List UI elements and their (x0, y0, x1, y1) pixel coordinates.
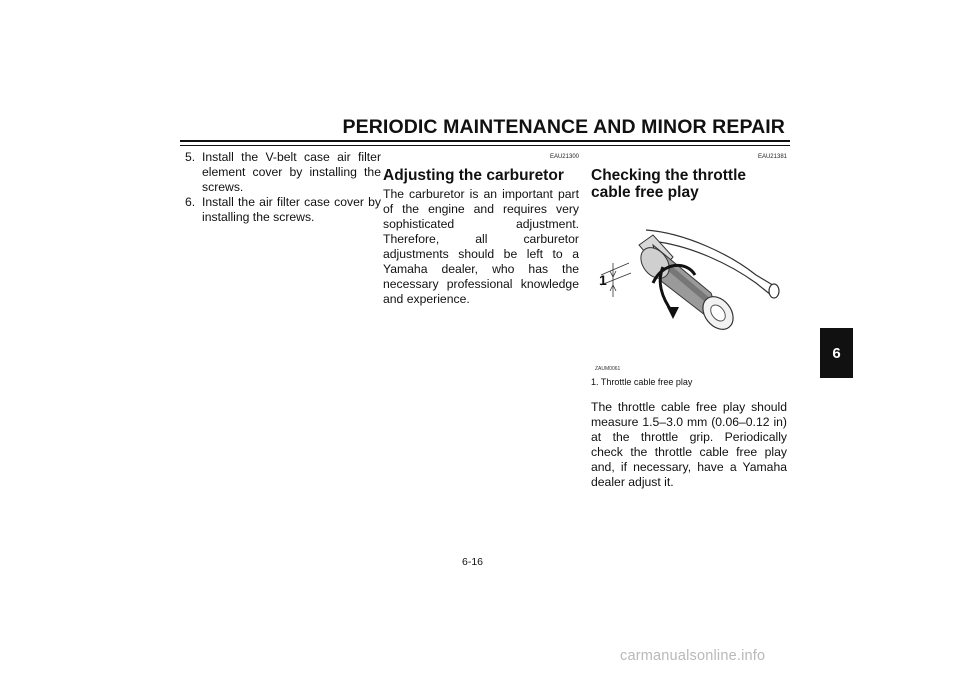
figure-caption: 1. Throttle cable free play (591, 377, 693, 387)
section-heading-carburetor: Adjusting the carburetor (383, 167, 564, 184)
page-number: 6-16 (462, 556, 484, 568)
figure-code: ZAUM0061 (595, 366, 621, 372)
page-header-title: PERIODIC MAINTENANCE AND MINOR REPAIR (342, 116, 785, 138)
step-list (185, 150, 381, 225)
header-rule-thick (180, 140, 790, 142)
step-text: Install the air filter case cover by installing the screws. (202, 195, 381, 224)
figure-callout-label: 1 (599, 272, 607, 288)
step-number: 6. (185, 195, 196, 209)
column-left (185, 150, 381, 225)
section-heading-throttle: Checking the throttle cable free play (591, 167, 747, 201)
chapter-tab: 6 (820, 328, 853, 378)
section-body-throttle: The throttle cable free play should measure 1.5–3.0 mm (0.06–0.12 in) at the throttle grip. Periodically check the throttle cable free play and, if necessary, have a Yamaha dealer adjust it. (591, 400, 787, 489)
throttle-grip-illustration (591, 205, 787, 365)
section-code: EAU21381 (757, 154, 787, 160)
column-middle (383, 150, 579, 307)
list-item-step-5 (185, 150, 381, 195)
section-body-carburetor: The carburetor is an important part of the engine and requires very sophisticated adjustment. Therefore, all carburetor adjustments should be left to a Yamaha dealer, who has the necessary professional knowledge and experience. (383, 187, 579, 306)
list-item-step-6 (185, 195, 381, 225)
column-right (591, 150, 787, 490)
watermark-text: carmanualsonline.info (620, 648, 766, 664)
throttle-grip-figure (591, 205, 787, 372)
header-rule-thin (180, 145, 790, 146)
section-code: EAU21300 (549, 154, 579, 160)
step-text: Install the V-belt case air filter element cover by installing the screws. (202, 150, 381, 194)
step-number: 5. (185, 150, 196, 164)
